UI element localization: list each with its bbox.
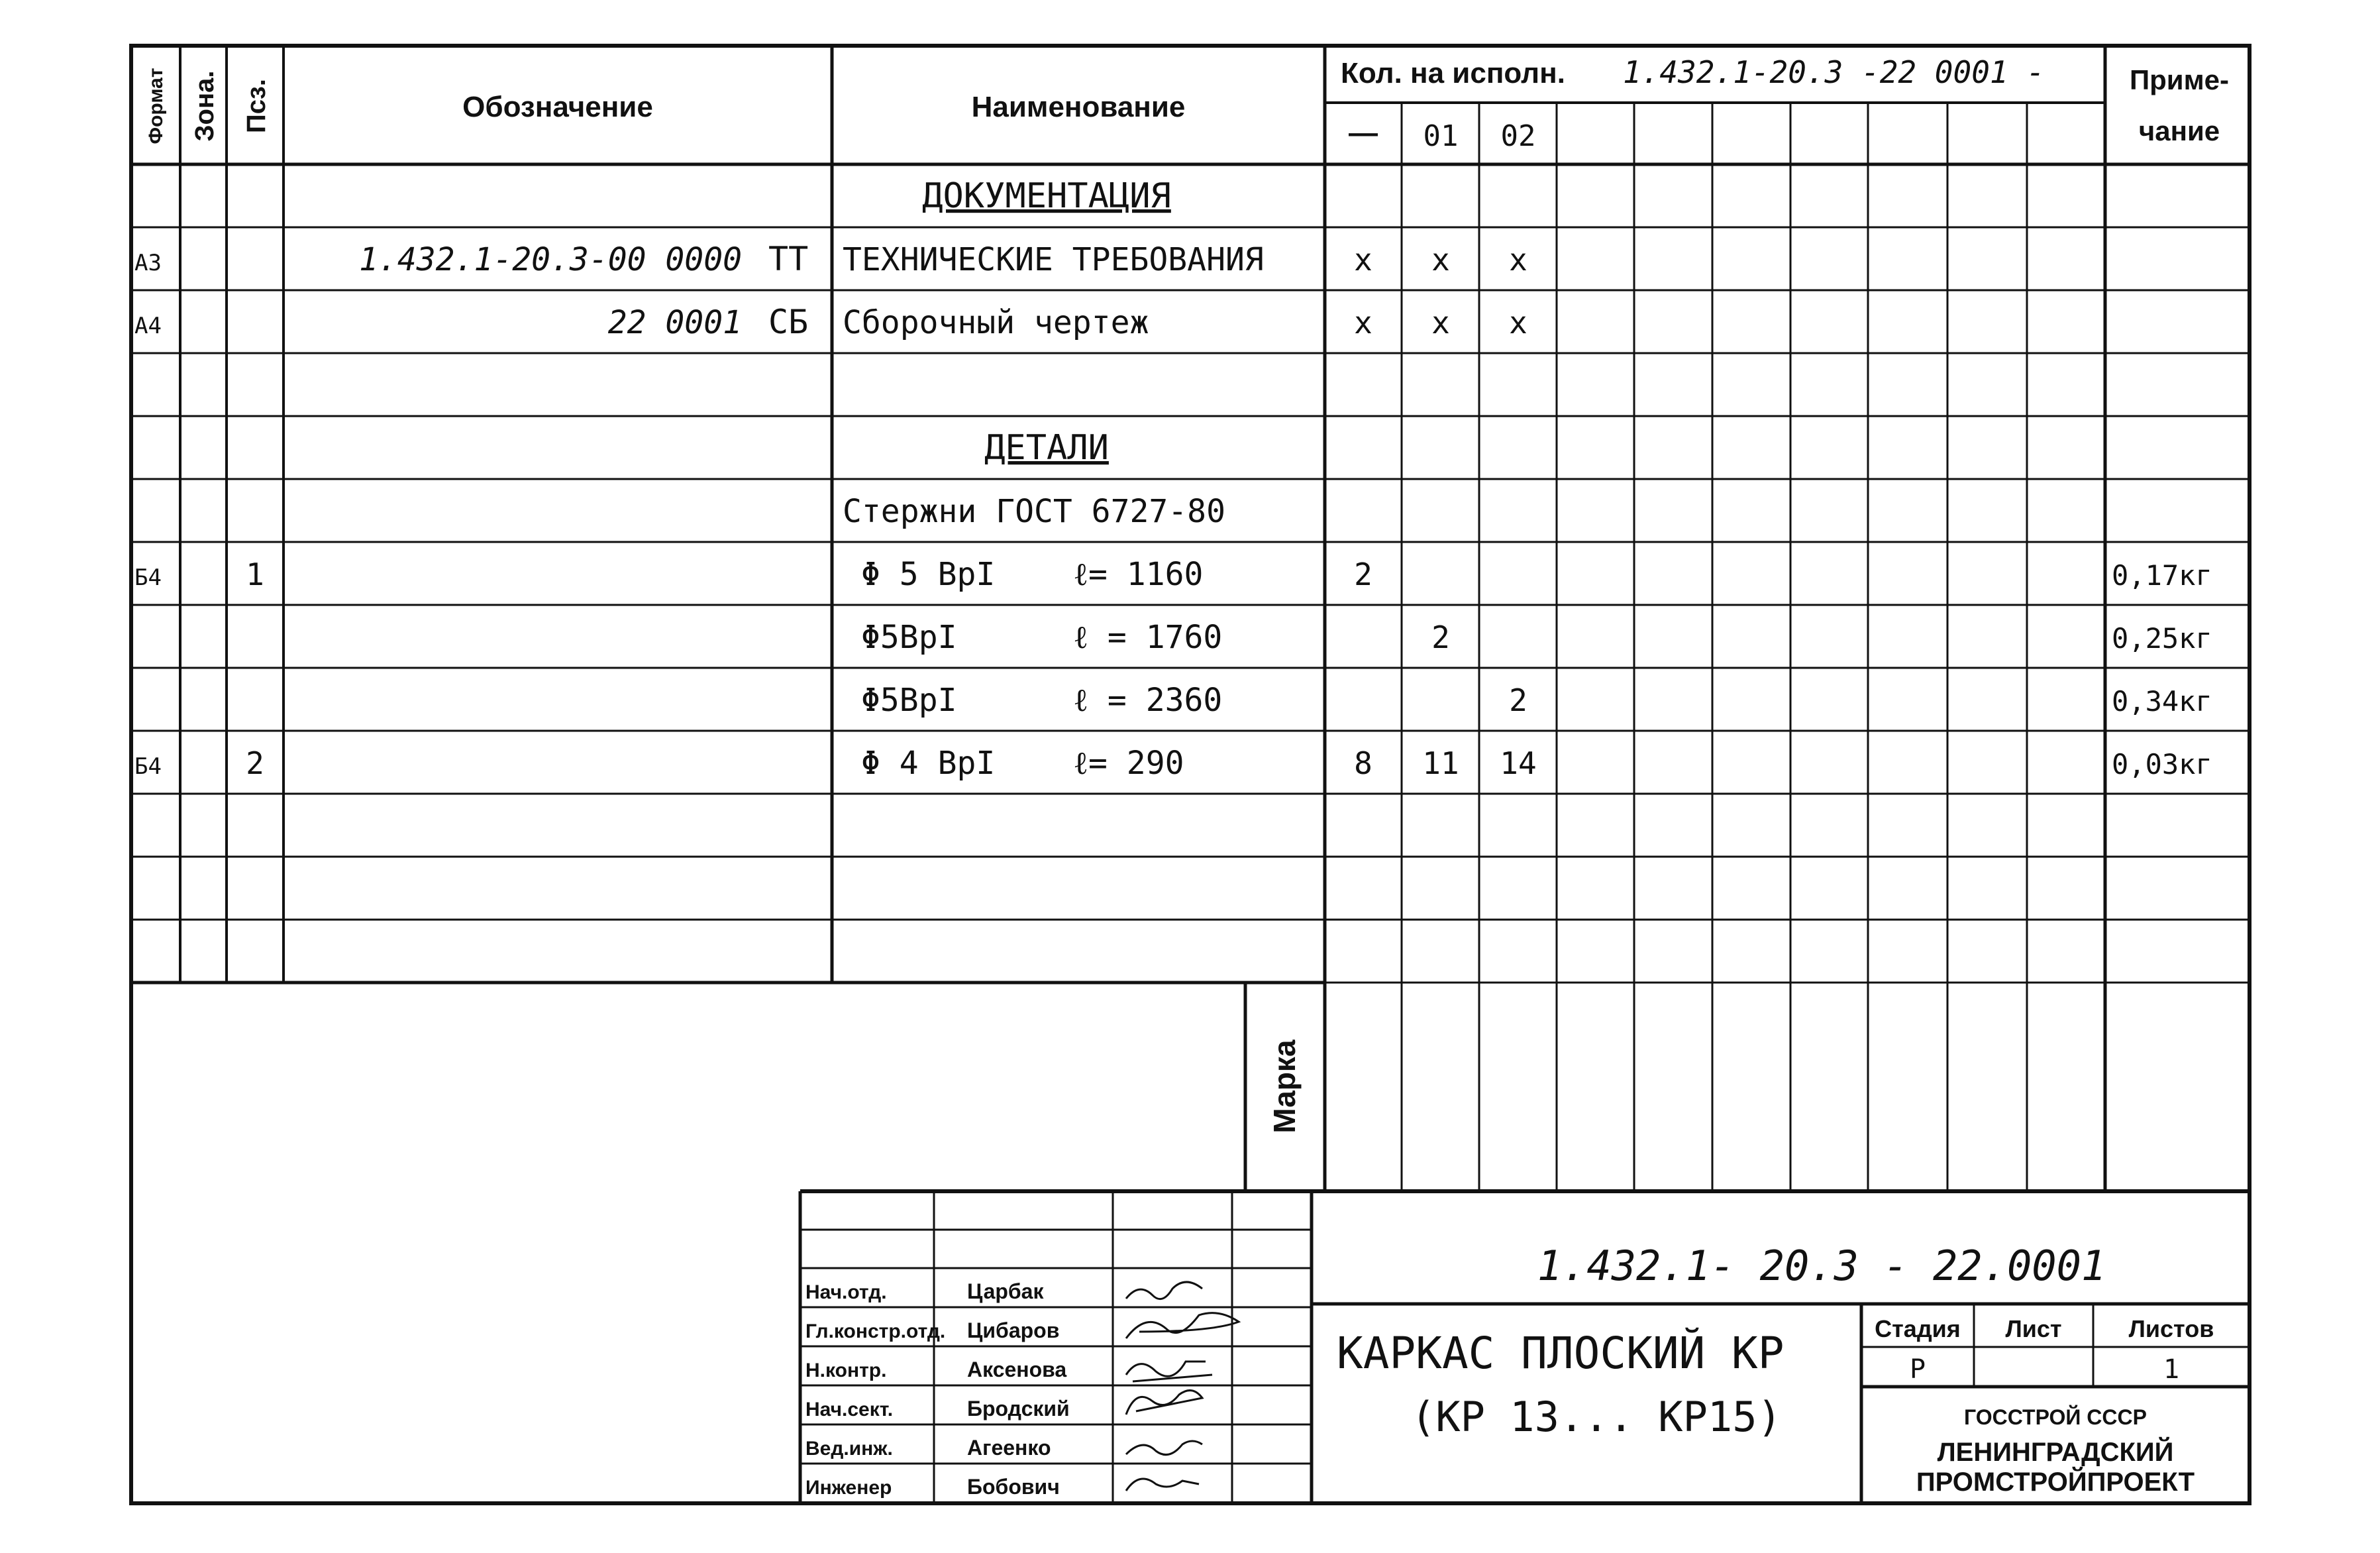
header-zone: Зона. bbox=[190, 70, 219, 142]
header-qty-doc: 1.432.1-20.3 -22 0001 - bbox=[1623, 54, 2045, 90]
org-line-1: ГОССТРОЙ СССР bbox=[1964, 1405, 2147, 1429]
signature-name: Агеенко bbox=[967, 1436, 1051, 1460]
row-qty: x bbox=[1509, 242, 1527, 278]
row-remark: 0,25кг bbox=[2112, 622, 2212, 655]
row-qty: x bbox=[1431, 305, 1450, 341]
row-designation: 1.432.1-20.3-00 0000 bbox=[359, 241, 742, 278]
row-qty: 2 bbox=[1509, 682, 1527, 718]
table-row bbox=[922, 176, 1171, 216]
signature-mark bbox=[1126, 1391, 1202, 1415]
row-qty: x bbox=[1509, 305, 1527, 341]
title-line-2: (КР 13... КР15) bbox=[1411, 1393, 1782, 1441]
org-line-2: ЛЕНИНГРАДСКИЙ bbox=[1937, 1438, 2174, 1467]
row-qty: 2 bbox=[1354, 557, 1372, 592]
exec-col-0: — bbox=[1349, 117, 1378, 149]
row-name: Φ 5 ВрI bbox=[861, 556, 996, 593]
row-name: Сборочный чертеж bbox=[843, 304, 1149, 341]
header-format: Формат bbox=[145, 68, 167, 144]
sheet-label: Лист bbox=[2005, 1315, 2062, 1342]
row-remark: 0,03кг bbox=[2112, 748, 2212, 780]
row-qty: 8 bbox=[1354, 745, 1372, 781]
row-designation: 22 0001 bbox=[607, 304, 742, 341]
row-section-title: ДЕТАЛИ bbox=[984, 428, 1109, 468]
row-name: Φ5ВрI bbox=[861, 682, 957, 719]
signature-name: Царбак bbox=[967, 1279, 1044, 1303]
table-row bbox=[861, 682, 2212, 719]
exec-col-1: 01 bbox=[1423, 119, 1459, 153]
signature-role: Нач.сект. bbox=[805, 1399, 894, 1420]
signature-mark bbox=[1126, 1282, 1202, 1299]
row-length: ℓ = 2360 bbox=[1073, 682, 1223, 719]
signature-role: Гл.констр.отд. bbox=[805, 1320, 946, 1342]
signature-mark bbox=[1126, 1313, 1239, 1338]
stage-label: Стадия bbox=[1875, 1315, 1961, 1342]
row-format: Б4 bbox=[134, 753, 162, 780]
row-format: А4 bbox=[134, 313, 162, 339]
signature-name: Бобович bbox=[967, 1475, 1060, 1499]
table-row bbox=[134, 556, 2212, 593]
row-qty: x bbox=[1354, 305, 1372, 341]
stage-value: Р bbox=[1909, 1354, 1926, 1385]
header-name: Наименование bbox=[971, 91, 1186, 123]
header-designation: Обозначение bbox=[462, 91, 653, 123]
signature-role: Нач.отд. bbox=[805, 1281, 887, 1303]
row-qty: 14 bbox=[1500, 745, 1537, 781]
row-qty: x bbox=[1354, 242, 1372, 278]
table-row bbox=[843, 493, 1225, 530]
row-section-title: ДОКУМЕНТАЦИЯ bbox=[922, 176, 1171, 216]
row-length: ℓ = 1760 bbox=[1073, 619, 1223, 656]
signature-table bbox=[805, 1279, 1070, 1499]
row-qty: 2 bbox=[1431, 619, 1450, 655]
sheets-label: Листов bbox=[2128, 1315, 2214, 1342]
row-remark: 0,17кг bbox=[2112, 559, 2212, 592]
row-position: 1 bbox=[246, 557, 264, 592]
header-qty-prefix: Кол. на исполн. bbox=[1341, 57, 1565, 89]
signature-role: Инженер bbox=[805, 1477, 892, 1499]
exec-col-2: 02 bbox=[1500, 119, 1536, 153]
doc-number: 1.432.1- 20.3 - 22.0001 bbox=[1537, 1242, 2106, 1290]
row-format: А3 bbox=[134, 250, 162, 276]
row-name: Φ5ВрI bbox=[861, 619, 957, 656]
signature-mark bbox=[1126, 1479, 1199, 1491]
org-line-3: ПРОМСТРОЙПРОЕКТ bbox=[1916, 1468, 2195, 1497]
signature-name: Цибаров bbox=[967, 1318, 1060, 1342]
table-row bbox=[134, 745, 2212, 782]
row-remark: 0,34кг bbox=[2112, 685, 2212, 718]
row-designation-suffix: СБ bbox=[768, 303, 809, 341]
row-name: Стержни ГОСТ 6727-80 bbox=[843, 493, 1225, 530]
row-designation-suffix: ТТ bbox=[768, 240, 809, 278]
row-format: Б4 bbox=[134, 564, 162, 591]
title-block bbox=[1337, 1242, 2214, 1497]
header-pos: Псз. bbox=[242, 79, 271, 133]
row-position: 2 bbox=[246, 745, 264, 781]
row-name: Φ 4 ВрI bbox=[861, 745, 996, 782]
header-remarks-2: чание bbox=[2138, 115, 2220, 146]
signature-name: Аксенова bbox=[967, 1358, 1067, 1381]
row-length: ℓ= 1160 bbox=[1073, 556, 1204, 593]
row-qty: 11 bbox=[1422, 745, 1459, 781]
table-row bbox=[861, 619, 2212, 656]
title-line-1: КАРКАС ПЛОСКИЙ КР bbox=[1337, 1328, 1785, 1379]
signature-mark bbox=[1126, 1362, 1212, 1381]
table-row bbox=[984, 428, 1109, 468]
signature-mark bbox=[1126, 1441, 1202, 1455]
marka-label: Марка bbox=[1267, 1040, 1302, 1134]
signature-role: Вед.инж. bbox=[805, 1438, 893, 1460]
signature-name: Бродский bbox=[967, 1397, 1070, 1420]
row-qty: x bbox=[1431, 242, 1450, 278]
row-name: ТЕХНИЧЕСКИЕ ТРЕБОВАНИЯ bbox=[843, 241, 1264, 278]
row-length: ℓ= 290 bbox=[1073, 745, 1184, 782]
sheets-value: 1 bbox=[2163, 1354, 2180, 1385]
header-remarks-1: Приме- bbox=[2129, 64, 2230, 95]
signature-role: Н.контр. bbox=[805, 1360, 887, 1381]
